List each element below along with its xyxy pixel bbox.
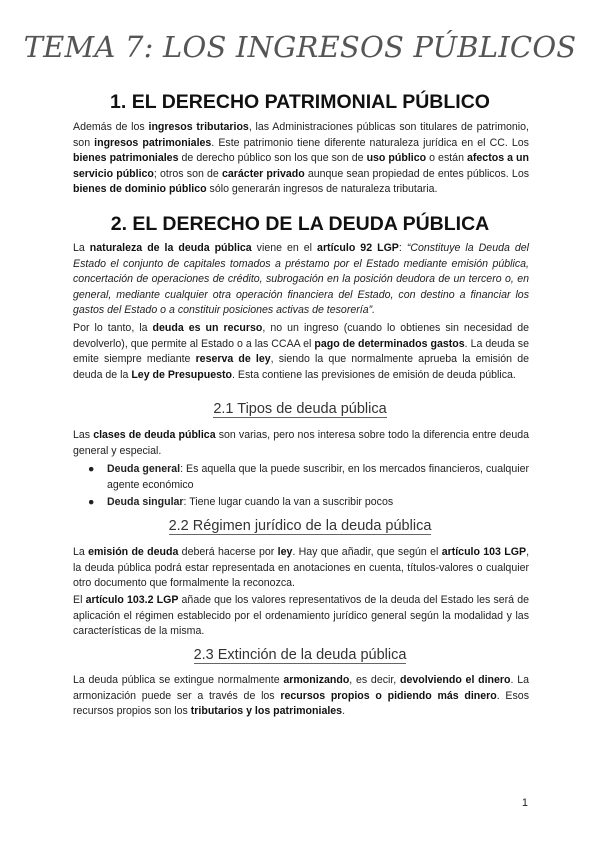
- paragraph-patrimonial: Además de los ingresos tributarios, las Administraciones públicas son titulares de patrimonio, son ingresos patrimoniales. Este patrimonio tiene diferente naturaleza jurídica en el CC. Los bienes patrimoniales de derecho público son los que son de uso público o están afectos a un servicio público; otros son de carácter privado aunque sean propiedad de entes públicos. Los bienes de dominio público sólo generarán ingresos de naturaleza tributaria.: [73, 121, 530, 195]
- paragraph-extincion: La deuda pública se extingue normalmente armonizando, es decir, devolviendo el dinero. La armonización puede ser a través de los recursos propios o pidiendo más dinero. Esos recursos propios son los tributarios y los patrimoniales.: [73, 674, 529, 717]
- bullet-icon: ●: [88, 496, 95, 508]
- bullet-icon: ●: [88, 463, 95, 475]
- paragraph-clases-deuda: Las clases de deuda pública son varias, pero nos interesa sobre todo la diferencia entre deuda general y especial.: [73, 429, 529, 457]
- paragraph-articulo-103-2: El artículo 103.2 LGP añade que los valores representativos de la deuda del Estado les será de aplicación el régimen establecido por el ordenamiento jurídico general según la modalidad y las características de la misma.: [73, 594, 529, 637]
- subsection-heading-regimen: 2.2 Régimen jurídico de la deuda pública: [168, 518, 432, 534]
- page-number: 1: [521, 797, 528, 809]
- bullet-list-tipos-deuda: [73, 462, 529, 513]
- section-heading-1: 1. EL DERECHO PATRIMONIAL PÚBLICO: [110, 91, 490, 113]
- subsection-heading-extincion: 2.3 Extinción de la deuda pública: [193, 647, 407, 663]
- paragraph-deuda-recurso: Por lo tanto, la deuda es un recurso, no un ingreso (cuando lo obtienes sin necesidad de devolverlo), que permite al Estado o a las CCAA el pago de determinados gastos. La deuda se emite siempre mediante reserva de ley, siendo la que normalmente aprueba la emisión de deuda de la Ley de Presupuesto. Esta contiene las previsiones de emisión de deuda pública.: [73, 322, 529, 381]
- document-title: TEMA 7: LOS INGRESOS PÚBLICOS: [23, 30, 577, 64]
- paragraph-emision-deuda: La emisión de deuda deberá hacerse por ley. Hay que añadir, que según el artículo 103 LGP, la deuda pública podrá estar representada en anotaciones en cuenta, títulos-valores o cualquier otro documento que formalmente la reconozca.: [73, 546, 530, 589]
- list-item: ● Deuda general: Es aquella que la puede suscribir, en los mercados financieros, cualquier agente económico: [88, 463, 529, 491]
- paragraph-naturaleza-deuda: La naturaleza de la deuda pública viene en el artículo 92 LGP: “Constituye la Deuda del Estado el conjunto de capitales tomados a préstamo por el Estado mediante emisión pública, concertación de operaciones de crédito, subrogación en la posición deudora de un tercero o, en general, mediante cualquier otra operación financiera del Estado, con destino a financiar los gastos del Estado o a constituir posiciones activas de tesorería”.: [73, 242, 530, 316]
- subsection-heading-tipos: 2.1 Tipos de deuda pública: [213, 401, 387, 417]
- list-item: ● Deuda singular: Tiene lugar cuando la van a suscribir pocos: [73, 495, 529, 511]
- section-heading-2: 2. EL DERECHO DE LA DEUDA PÚBLICA: [110, 213, 490, 235]
